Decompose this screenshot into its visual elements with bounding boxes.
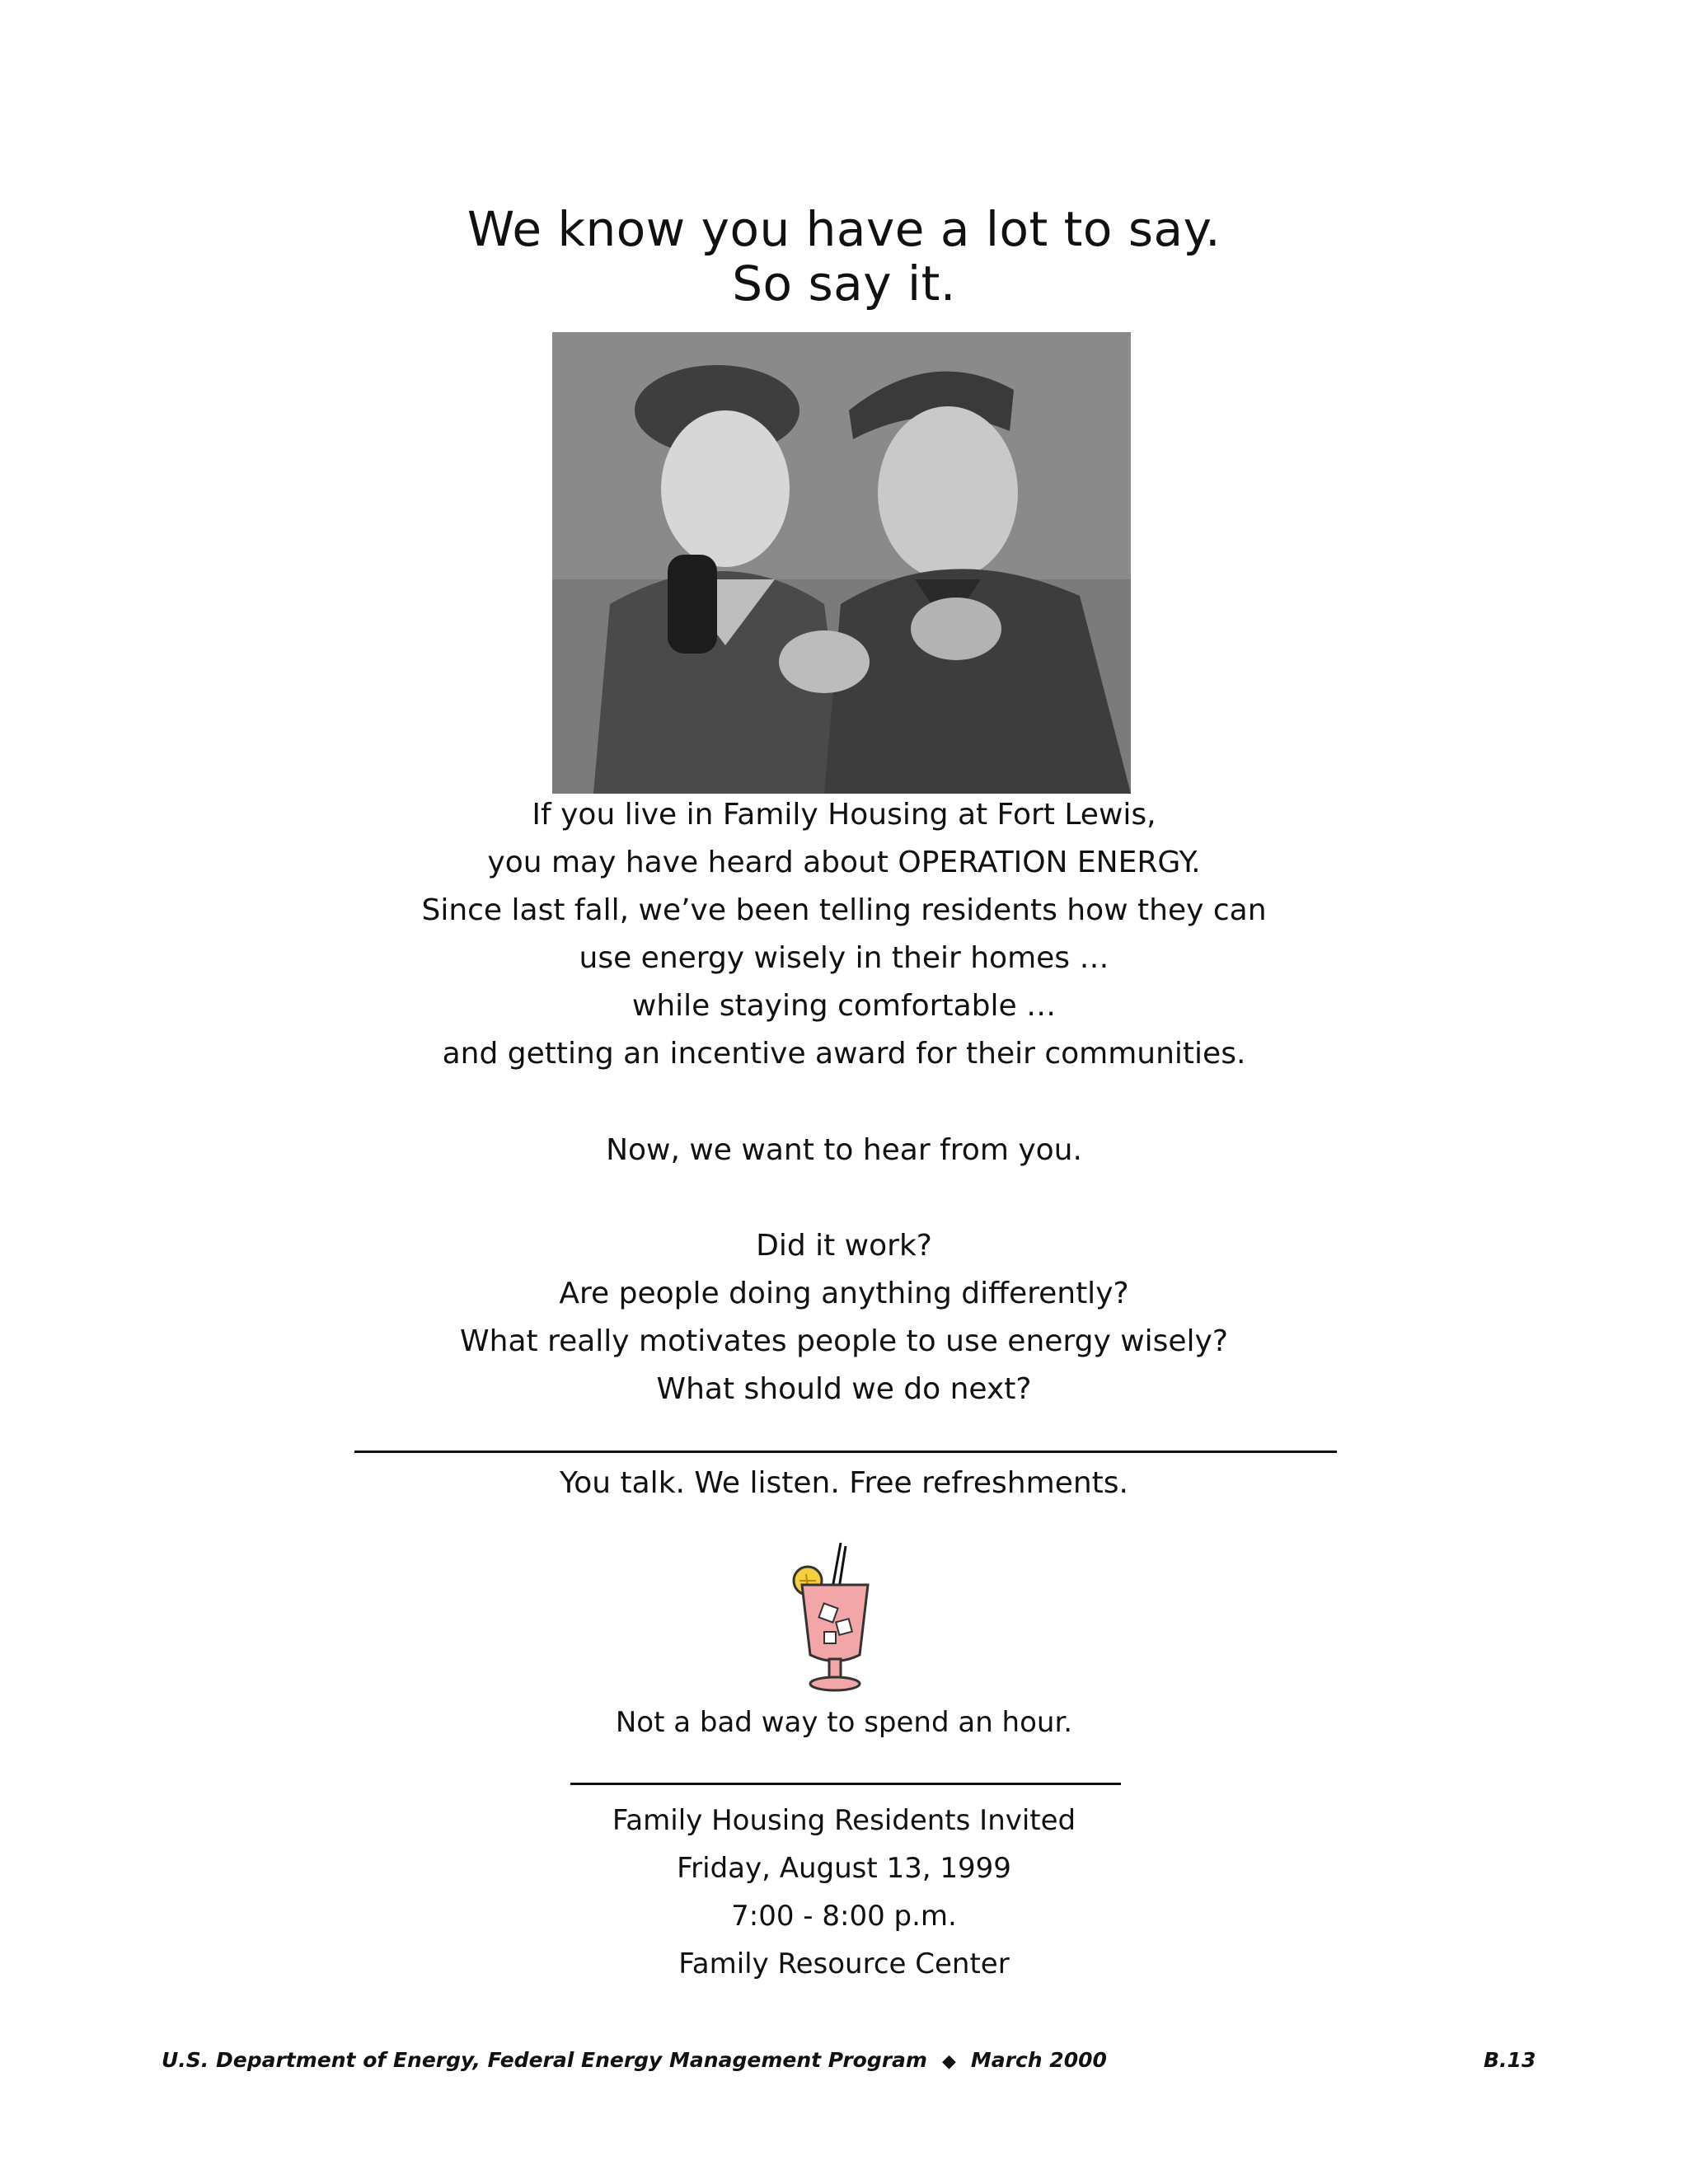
photo-illustration	[552, 332, 1131, 794]
vintage-photo	[552, 332, 1131, 794]
hear-paragraph	[0, 1127, 1688, 1174]
question-line: Are people doing anything differently?	[559, 1277, 1129, 1310]
event-details	[0, 1797, 1688, 1988]
headline	[0, 202, 1688, 311]
soldier-hand	[911, 598, 1001, 660]
footer-date: March 2000	[970, 2048, 1107, 2072]
headline-line-1: We know you have a lot to say.	[467, 201, 1221, 257]
woman-glove	[668, 555, 717, 654]
closing-line: Not a bad way to spend an hour.	[615, 1706, 1073, 1739]
question-line: What really motivates people to use energy wisely?	[460, 1324, 1228, 1358]
intro-line: Since last fall, we’ve been telling residents how they can	[421, 893, 1267, 927]
intro-line: you may have heard about OPERATION ENERGY.	[487, 846, 1201, 879]
intro-line: while staying comfortable …	[631, 989, 1057, 1023]
intro-line: use energy wisely in their homes …	[579, 941, 1109, 975]
question-line: Did it work?	[756, 1229, 932, 1263]
intro-line: If you live in Family Housing at Fort Lewis,	[532, 798, 1156, 832]
page-number: B.13	[1484, 2048, 1536, 2072]
intro-paragraph	[0, 791, 1688, 1078]
event-line: Family Resource Center	[678, 1947, 1010, 1980]
question-line: What should we do next?	[656, 1372, 1032, 1406]
pink-drink-glass-icon	[790, 1540, 880, 1696]
hear-line: Now, we want to hear from you.	[606, 1133, 1082, 1167]
drink-illustration	[790, 1540, 880, 1696]
divider-short	[570, 1783, 1121, 1785]
divider-long	[354, 1451, 1337, 1453]
diamond-icon: ◆	[941, 2051, 956, 2072]
intro-line: and getting an incentive award for their communities.	[442, 1037, 1246, 1071]
questions-paragraph	[0, 1222, 1688, 1413]
soldier-face	[878, 406, 1018, 579]
event-line: 7:00 - 8:00 p.m.	[731, 1900, 957, 1933]
woman-face	[661, 410, 790, 567]
event-line: Family Housing Residents Invited	[612, 1804, 1076, 1837]
tagline: You talk. We listen. Free refreshments.	[560, 1466, 1128, 1500]
pointing-hand	[779, 630, 870, 693]
footer-organization: U.S. Department of Energy, Federal Energy Management Program	[162, 2048, 927, 2072]
event-line: Friday, August 13, 1999	[677, 1852, 1011, 1885]
footer-source	[162, 2048, 1107, 2072]
headline-line-2: So say it.	[732, 255, 956, 312]
